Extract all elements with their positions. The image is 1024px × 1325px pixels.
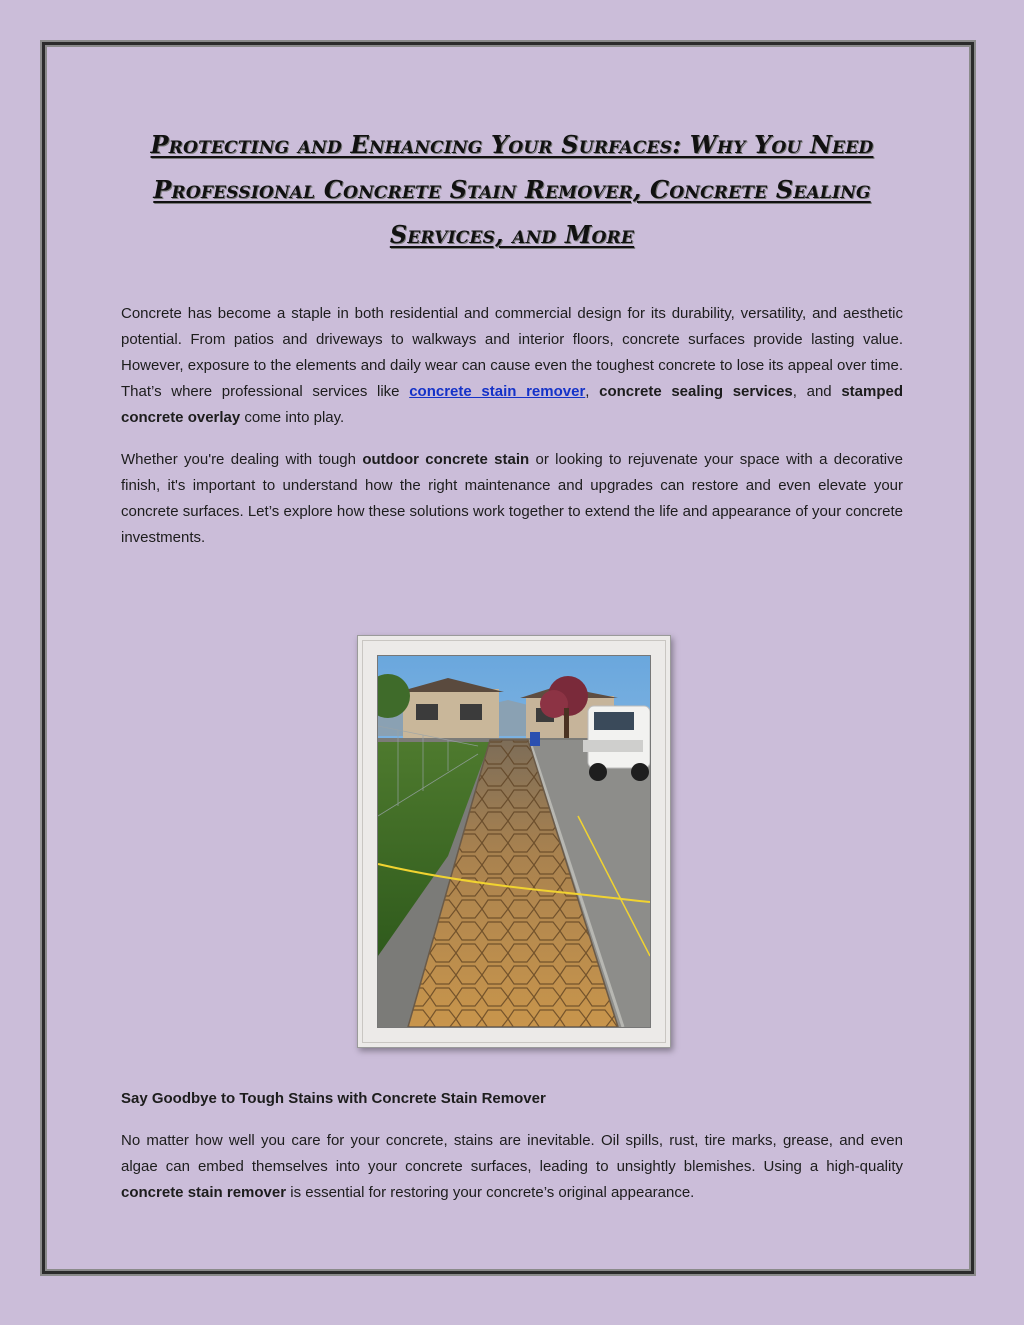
p2-bold-outdoor-stain: outdoor concrete stain bbox=[362, 451, 530, 468]
p3-bold-stain-remover: concrete stain remover bbox=[121, 1184, 287, 1201]
intro-text-4: come into play. bbox=[240, 409, 345, 426]
p3-text-2: is essential for restoring your concrete’s original appearance. bbox=[286, 1184, 695, 1201]
document-title: Protecting and Enhancing Your Surfaces: Why You Need Professional Concrete Stain Remover, Concrete Sealing Services, and More bbox=[150, 130, 874, 249]
second-paragraph bbox=[121, 447, 903, 551]
intro-bold-sealing: concrete sealing services bbox=[599, 383, 793, 400]
stamped-concrete-walkway-photo bbox=[377, 655, 651, 1028]
intro-text-1: Concrete has become a staple in both residential and commercial design for its durability, versatility, and aesthetic potential. From patios and driveways to walkways and interior floors, concrete surfaces provide lasting value. However, exposure to the elements and daily wear can cause even the toughest concrete to lose its appeal over time. That’s where professional services like bbox=[121, 305, 903, 400]
intro-paragraph bbox=[121, 301, 903, 431]
photo-frame bbox=[357, 635, 671, 1048]
p2-text-2: or looking to rejuvenate your space with a decorative finish, it's important to understand how the right maintenance and upgrades can restore and even elevate your concrete surfaces. Let’s explore how these solutions work together to extend the life and appearance of your concrete investments. bbox=[121, 451, 903, 546]
intro-text-3: , and bbox=[792, 383, 842, 400]
section-heading: Say Goodbye to Tough Stains with Concrete Stain Remover bbox=[121, 1090, 546, 1107]
p2-text-1: Whether you're dealing with tough bbox=[121, 451, 363, 468]
concrete-stain-remover-link[interactable]: concrete stain remover bbox=[409, 383, 586, 400]
section-paragraph bbox=[121, 1128, 903, 1206]
p3-text-1: No matter how well you care for your concrete, stains are inevitable. Oil spills, rust, tire marks, grease, and even algae can embed themselves into your concrete surfaces, leading to unsightly blemishes. Using a high-quality bbox=[121, 1132, 903, 1175]
intro-text-2: , bbox=[585, 383, 600, 400]
intro-bold-overlay: stamped concrete overlay bbox=[121, 383, 903, 426]
